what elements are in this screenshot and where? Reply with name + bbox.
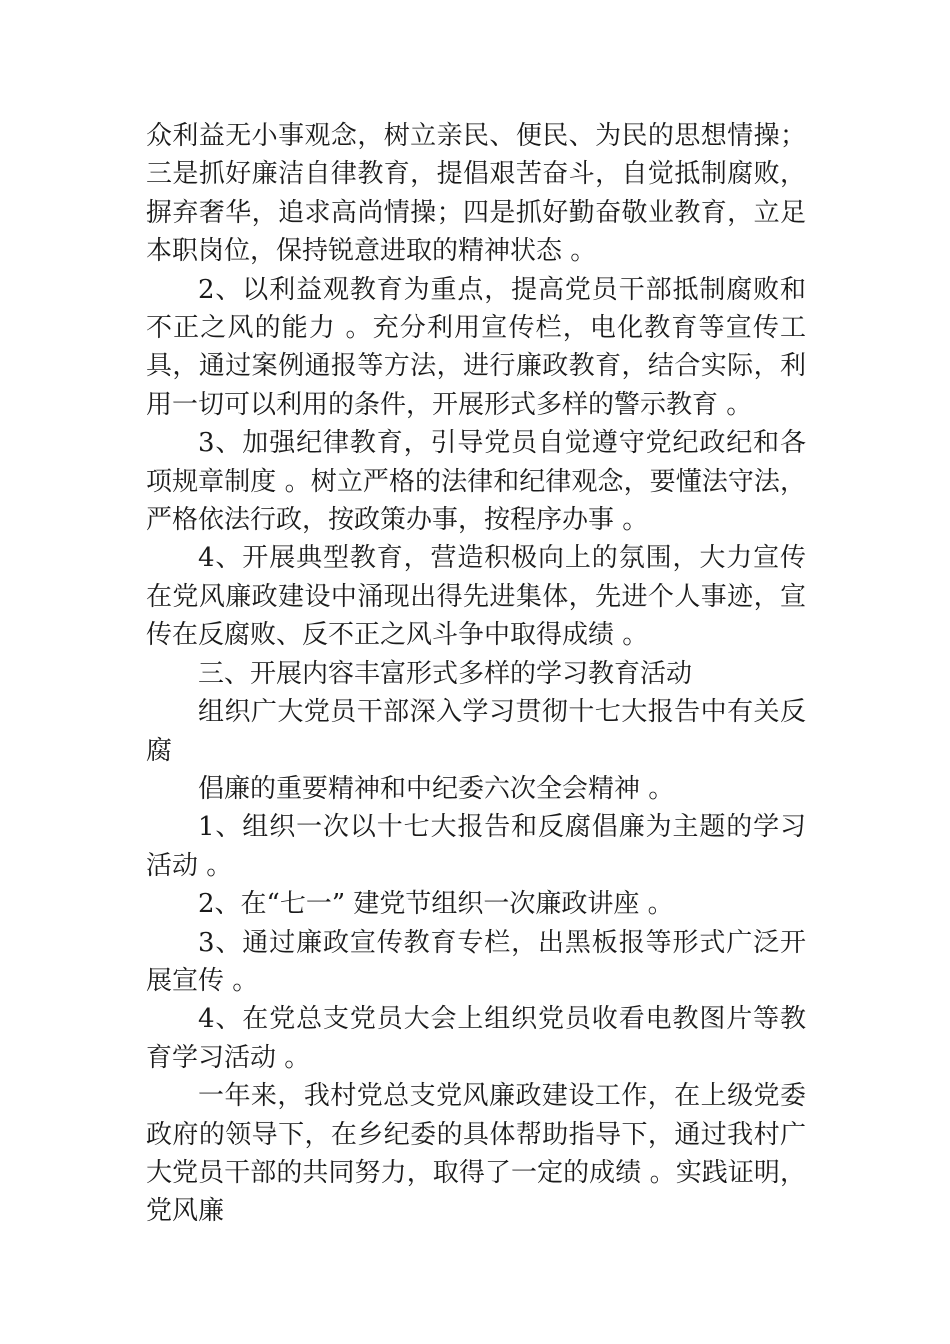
- paragraph-7: 倡廉的重要精神和中纪委六次全会精神 。: [198, 773, 675, 804]
- paragraph-11: 4、在党总支党员大会上组织党员收看电教图片等教育学习活动 。: [146, 1004, 806, 1073]
- paragraph-12: 一年来，我村党总支党风廉政建设工作，在上级党委政府的领导下，在乡纪委的具体帮助指导下，通过我村广大党员干部的共同努力，取得了一定的成绩 。实践证明，党风廉: [146, 1081, 806, 1227]
- document-body: [146, 117, 806, 1231]
- paragraph-8: 1、组织一次以十七大报告和反腐倡廉为主题的学习活动 。: [146, 812, 806, 881]
- paragraph-2: 2、以利益观教育为重点，提高党员干部抵制腐败和不正之风的能力 。充分利用宣传栏，电化教育等宣传工具，通过案例通报等方法，进行廉政教育，结合实际，利用一切可以利用的条件，开展形式多样的警示教育 。: [146, 274, 806, 420]
- paragraph-4: 4、开展典型教育，营造积极向上的氛围，大力宣传在党风廉政建设中涌现出得先进集体，先进个人事迹，宣传在反腐败、反不正之风斗争中取得成绩 。: [146, 543, 806, 651]
- section-heading: 三、开展内容丰富形式多样的学习教育活动: [198, 658, 693, 689]
- paragraph-6: 组织广大党员干部深入学习贯彻十七大报告中有关反腐: [146, 697, 806, 766]
- paragraph-10: 3、通过廉政宣传教育专栏，出黑板报等形式广泛开展宣传 。: [146, 927, 806, 996]
- paragraph-3: 3、加强纪律教育，引导党员自觉遵守党纪政纪和各项规章制度 。树立严格的法律和纪律观念，要懂法守法，严格依法行政，按政策办事，按程序办事 。: [146, 428, 806, 536]
- paragraph-1: 众利益无小事观念，树立亲民、便民、为民的思想情操；三是抓好廉洁自律教育，提倡艰苦奋斗，自觉抵制腐败，摒弃奢华，追求高尚情操；四是抓好勤奋敬业教育，立足本职岗位，保持锐意进取的精神状态 。: [146, 121, 806, 267]
- paragraph-9: 2、在“七一” 建党节组织一次廉政讲座 。: [198, 889, 674, 920]
